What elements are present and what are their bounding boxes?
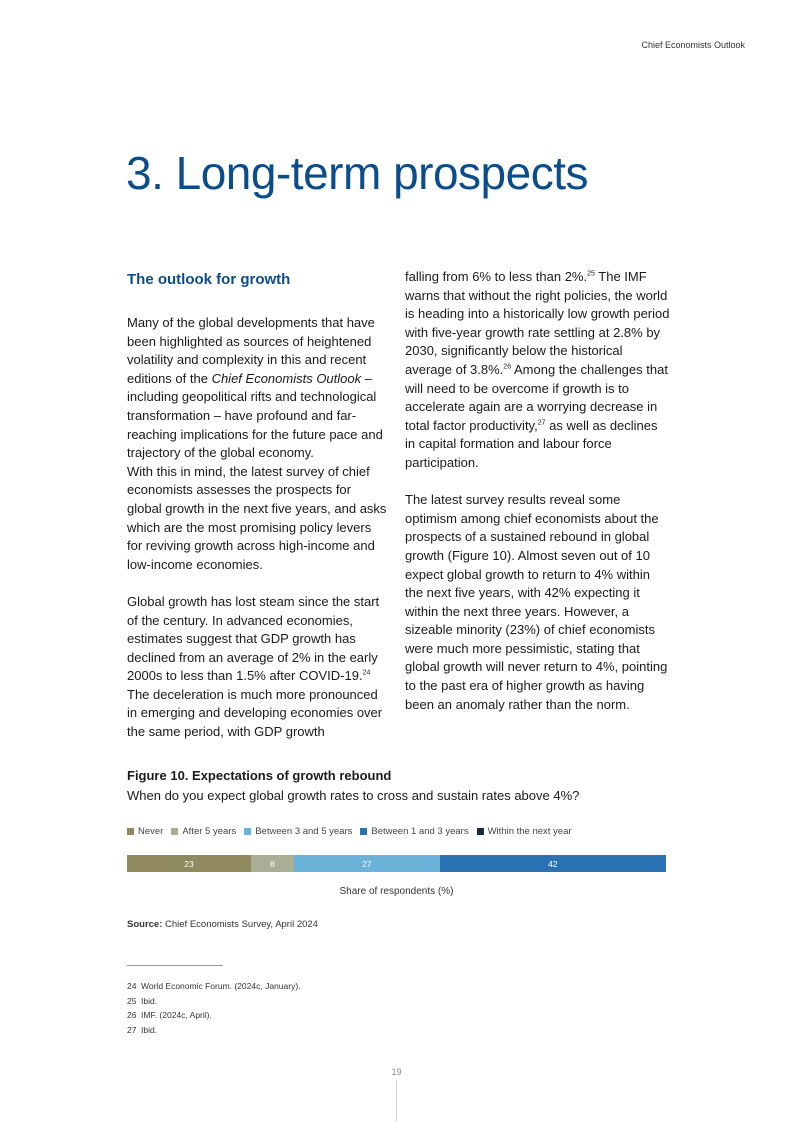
left-column [127, 268, 389, 742]
footnote-divider [127, 965, 223, 966]
footnote-ref[interactable]: 25 [587, 270, 595, 278]
chart-x-axis-label: Share of respondents (%) [339, 886, 454, 897]
legend-label: After 5 years [182, 826, 237, 837]
report-running-header: Chief Economists Outlook [641, 40, 745, 50]
right-column [405, 268, 670, 714]
footnote: 27 Ibid. [127, 1024, 158, 1035]
footnote-ref[interactable]: 27 [537, 419, 546, 427]
legend-swatch [360, 828, 367, 835]
legend-label: Never [138, 826, 164, 837]
footnote: 25 Ibid. [127, 995, 158, 1006]
legend-item-within-the-next-year [477, 826, 572, 837]
bar-data-label: 8 [270, 858, 275, 869]
section-heading: The outlook for growth [127, 271, 291, 288]
figure-subtitle: When do you expect global growth rates to cross and sustain rates above 4%? [127, 788, 580, 803]
page-center-rule [396, 1080, 397, 1122]
bar-data-label: 27 [362, 858, 372, 869]
page-number: 19 [391, 1067, 402, 1077]
paragraph-imf-warning: falling from 6% to less than 2%.$^{25}$ The IMF warns that without the right policies, the world is heading into a historically low growth period with five-year growth rate settling at 2.8% by 2030, significantly below the historical average of 3.8%.$^{26}$ Among the challenges that will need to be overcome if growth is to accelerate again are a worrying decrease in total factor productivity,$^{27}$ as well as declines in capital formation and labour force participation. [405, 269, 670, 470]
figure-source: Source: Chief Economists Survey, April 2024 [127, 919, 318, 930]
footnote-ref[interactable]: 24 [362, 669, 371, 677]
paragraph-growth-lost-steam: Global growth has lost steam since the start of the century. In advanced economies, estimates suggest that GDP growth has declined from an average of 2% in the early 2000s to less than 1.5% after COVID-19.24 The deceleration is much more pronounced in emerging and developing economies over the same period, with GDP growth [127, 593, 383, 740]
legend-swatch [244, 828, 251, 835]
footnote-ref[interactable]: 26 [503, 363, 512, 371]
footnote: 24 World Economic Forum. (2024c, January). [127, 981, 301, 991]
stacked-bar-chart [127, 855, 666, 872]
chart-legend [127, 826, 572, 837]
legend-item-after-5-years [171, 826, 236, 837]
paragraph-survey-results: The latest survey results reveal some optimism among chief economists about the prospects of a sustained rebound in global growth (Figure 10). Almost seven out of 10 expect global growth to return to 4% within the next five years, with 42% expecting it within the next three years. However, a sizeable minority (23%) of chief economists were much more pessimistic, stating that global growth will never return to 4%, pointing to the past era of higher growth as having been an anomaly rather than the norm. [405, 492, 668, 712]
bar-segment-between-1-and-3-years [440, 855, 666, 872]
bar-segment-after-5-years [251, 855, 294, 872]
legend-label: Between 1 and 3 years [371, 826, 469, 837]
chapter-title: 3. Long-term prospects [126, 147, 589, 199]
legend-item-between-3-and-5-years [244, 826, 352, 837]
legend-swatch [477, 828, 484, 835]
paragraph-survey: With this in mind, the latest survey of chief economists assesses the prospects for global growth in the next five years, and asks which are the most promising policy levers for reviving growth across high-income and low-income economies. [127, 463, 387, 572]
footnotes-list [127, 979, 301, 1037]
legend-swatch [127, 828, 134, 835]
bar-data-label: 42 [548, 858, 558, 869]
legend-item-never [127, 826, 163, 837]
legend-swatch [171, 828, 178, 835]
paragraph-intro: Many of the global developments that have been highlighted as sources of heightened volatility and complexity in this and recent editions of the Chief Economists Outlook – including geopolitical rifts and technological transformation – have profound and far-reaching implications for the future pace and trajectory of the global economy. [127, 315, 383, 461]
figure-title: Figure 10. Expectations of growth rebound [127, 768, 392, 783]
legend-label: Within the next year [487, 826, 572, 837]
legend-item-between-1-and-3-years [360, 826, 468, 837]
bar-segment-between-3-and-5-years [294, 855, 440, 872]
legend-label: Between 3 and 5 years [255, 826, 353, 837]
bar-data-label: 23 [184, 858, 194, 869]
footnote: 26 IMF. (2024c, April). [127, 1010, 212, 1020]
report-title-italic: Chief Economists Outlook [211, 370, 362, 386]
bar-segment-never [127, 855, 251, 872]
